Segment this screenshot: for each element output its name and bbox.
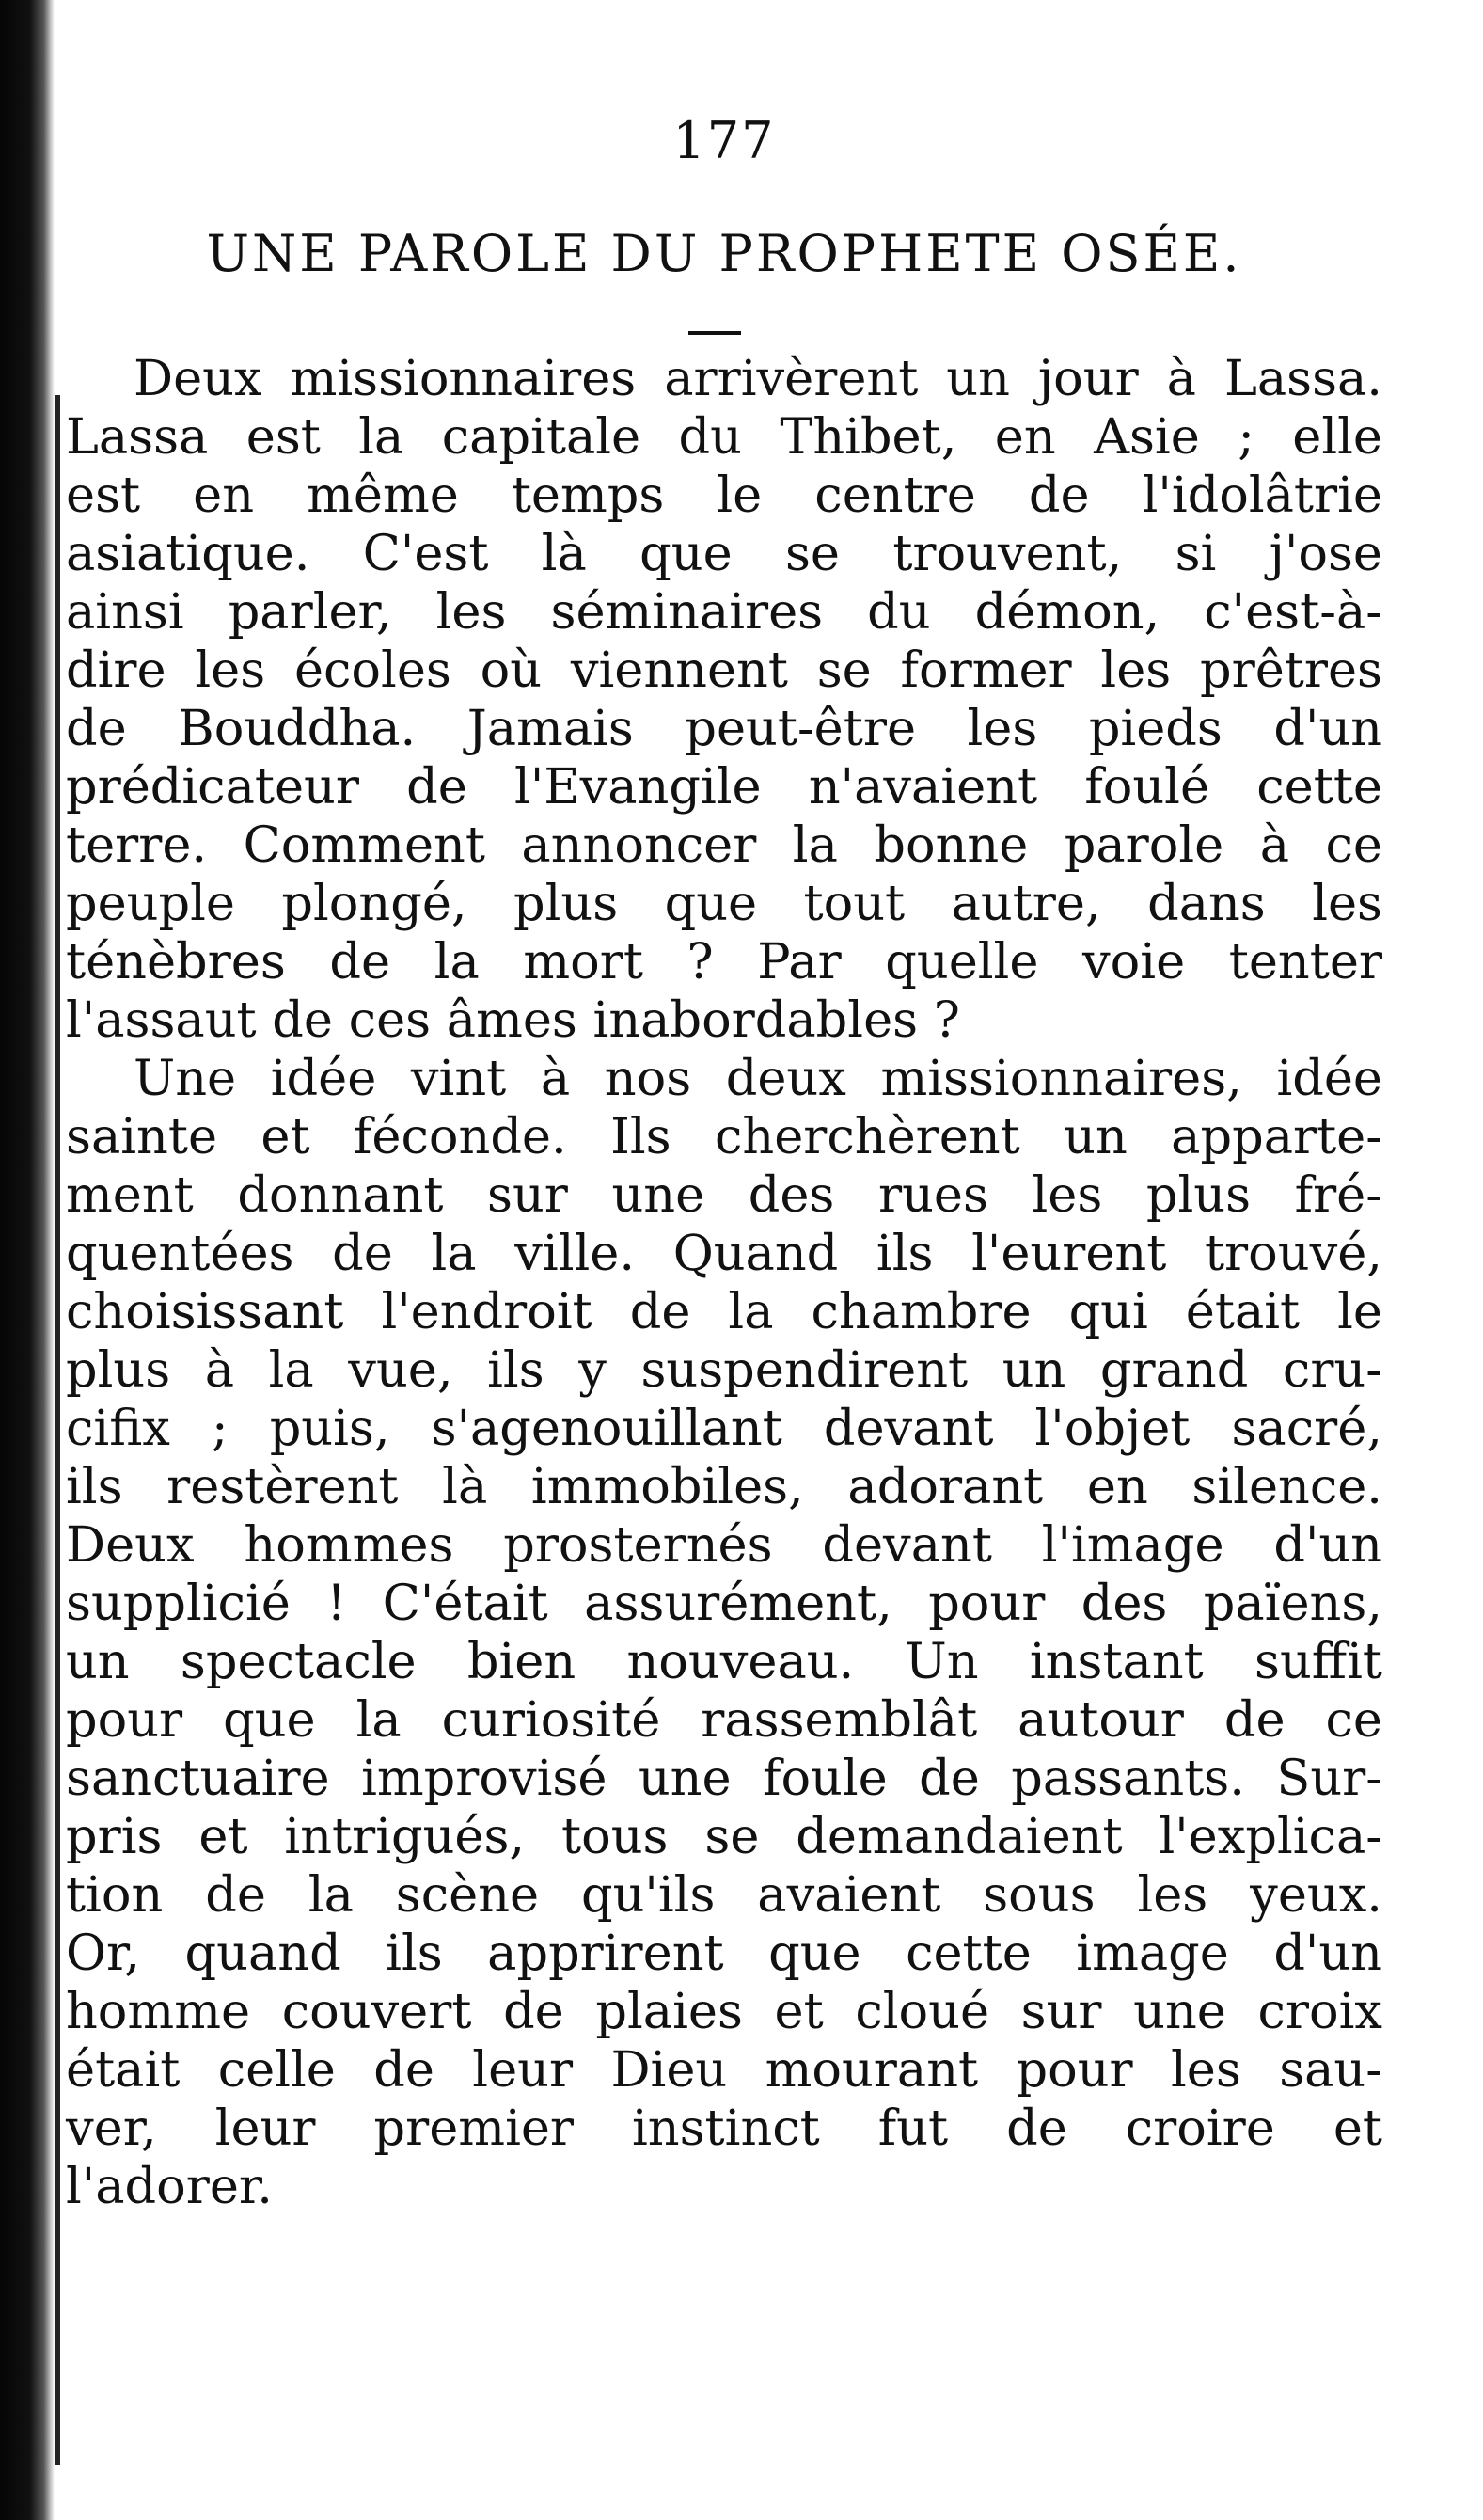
text-line: ver, leur premier instinct fut de croire et	[66, 2100, 1382, 2157]
body-text	[66, 350, 1382, 2216]
text-line: cifix ; puis, s'agenouillant devant l'objet sacré,	[66, 1400, 1382, 1457]
text-line: l'assaut de ces âmes inabordables ?	[66, 991, 960, 1049]
text-line: ils restèrent là immobiles, adorant en silence.	[66, 1458, 1382, 1515]
text-line: est en même temps le centre de l'idolâtrie	[66, 467, 1382, 524]
text-line: prédicateur de l'Evangile n'avaient foulé cette	[66, 758, 1382, 816]
text-line: ainsi parler, les séminaires du démon, c'est-à-	[66, 583, 1382, 641]
text-line: Lassa est la capitale du Thibet, en Asie ; elle	[66, 408, 1382, 466]
text-line: un spectacle bien nouveau. Un instant suffit	[66, 1633, 1382, 1690]
text-line: Deux hommes prosternés devant l'image d'un	[66, 1516, 1382, 1574]
text-line: plus à la vue, ils y suspendirent un grand cru-	[66, 1341, 1382, 1399]
text-line: ténèbres de la mort ? Par quelle voie tenter	[66, 933, 1382, 991]
text-line: ment donnant sur une des rues les plus fré-	[66, 1166, 1382, 1224]
text-line: quentées de la ville. Quand ils l'eurent trouvé,	[66, 1225, 1382, 1282]
text-line: était celle de leur Dieu mourant pour les sau-	[66, 2041, 1382, 2099]
paragraph	[66, 1050, 1382, 2216]
text-line: dire les écoles où viennent se former les prêtres	[66, 642, 1382, 699]
text-line: asiatique. C'est là que se trouvent, si j'ose	[66, 525, 1382, 582]
text-line: sanctuaire improvisé une foule de passants. Sur-	[66, 1750, 1382, 1807]
text-line: tion de la scène qu'ils avaient sous les yeux.	[66, 1866, 1382, 1924]
text-line: pris et intrigués, tous se demandaient l'explica-	[66, 1808, 1382, 1865]
text-line: Or, quand ils apprirent que cette image d'un	[66, 1925, 1382, 1982]
text-line: l'adorer.	[66, 2158, 273, 2215]
text-line: sainte et féconde. Ils cherchèrent un apparte-	[66, 1108, 1382, 1165]
text-line: Une idée vint à nos deux missionnaires, idée	[134, 1050, 1382, 1107]
page-number: 177	[672, 111, 776, 170]
text-line: homme couvert de plaies et cloué sur une croix	[66, 1983, 1382, 2040]
text-line: choisissant l'endroit de la chambre qui était le	[66, 1283, 1382, 1340]
text-line: pour que la curiosité rassemblât autour de ce	[66, 1691, 1382, 1749]
text-line: de Bouddha. Jamais peut-être les pieds d'un	[66, 700, 1382, 757]
text-line: peuple plongé, plus que tout autre, dans les	[66, 875, 1382, 932]
scanned-binding-edge	[0, 0, 55, 2520]
title-divider	[688, 331, 741, 335]
book-page	[66, 0, 1382, 2520]
text-line: supplicié ! C'était assurément, pour des païens,	[66, 1575, 1382, 1632]
paragraph	[66, 350, 1382, 1050]
text-line: terre. Comment annoncer la bonne parole à ce	[66, 816, 1382, 874]
text-line: Deux missionnaires arrivèrent un jour à Lassa.	[134, 350, 1382, 407]
chapter-title: UNE PAROLE DU PROPHETE OSÉE.	[206, 224, 1242, 283]
